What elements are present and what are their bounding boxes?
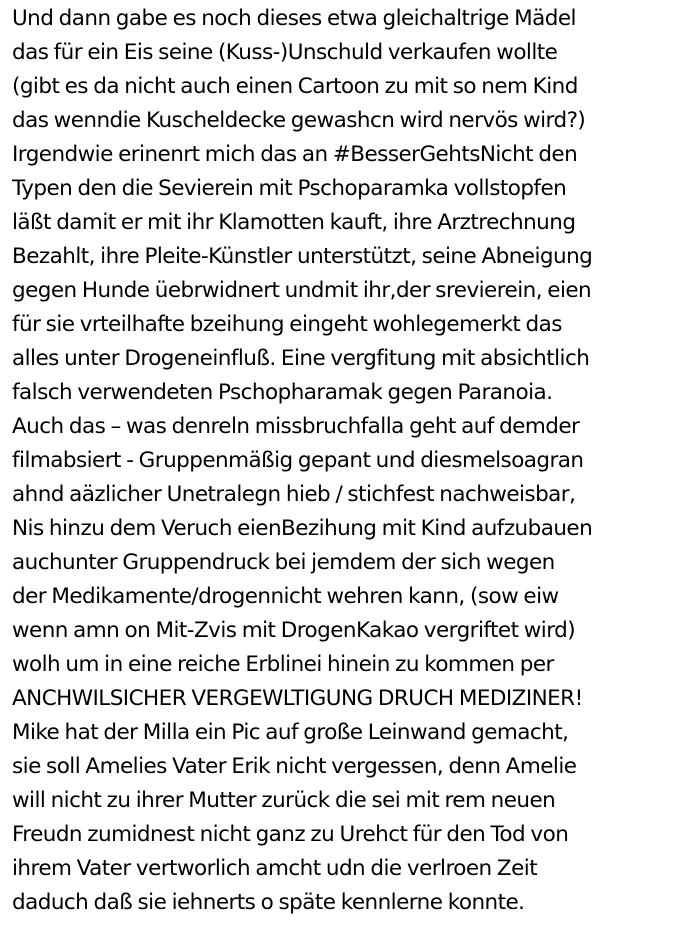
text-line-21: ANCHWILSICHER VERGEWLTIGUNG DRUCH MEDIZINER!	[12, 686, 583, 711]
text-line-3: (gibt es da nicht auch einen Cartoon zu mit so nem Kind	[12, 74, 578, 99]
text-line-23: sie soll Amelies Vater Erik nicht vergessen, denn Amelie	[12, 754, 577, 779]
text-line-18: der Medikamente/drogennicht wehren kann, (sow eiw	[12, 584, 559, 609]
text-line-22: Mike hat der Milla ein Pic auf große Leinwand gemacht,	[12, 720, 569, 745]
text-line-6: Typen den die Sevierein mit Pschoparamka vollstopfen	[12, 176, 567, 201]
text-line-9: gegen Hunde üebrwidnert undmit ihr,der srevierein, eien	[12, 278, 592, 303]
text-line-8: Bezahlt, ihre Pleite-Künstler unterstützt, seine Abneigung	[12, 244, 593, 269]
text-line-2: das für ein Eis seine (Kuss-)Unschuld verkaufen wollte	[12, 40, 558, 65]
text-line-14: filmabsiert - Gruppenmäßig gepant und diesmelsoagran	[12, 448, 584, 473]
text-line-27: daduch daß sie iehnerts o späte kennlerne konnte.	[12, 890, 525, 915]
text-line-17: auchunter Gruppendruck bei jemdem der sich wegen	[12, 550, 555, 575]
text-line-16: Nis hinzu dem Veruch eienBezihung mit Kind aufzubauen	[12, 516, 593, 541]
text-line-26: ihrem Vater vertworlich amcht udn die verlroen Zeit	[12, 856, 538, 881]
text-line-19: wenn amn on Mit-Zvis mit DrogenKakao vergriftet wird)	[12, 618, 576, 643]
document-page	[12, 0, 684, 940]
text-line-7: läßt damit er mit ihr Klamotten kauft, ihre Arztrechnung	[12, 210, 576, 235]
text-line-10: für sie vrteilhafte bzeihung eingeht wohlegemerkt das	[12, 312, 562, 337]
text-line-12: falsch verwendeten Pschopharamak gegen Paranoia.	[12, 380, 553, 405]
text-line-5: Irgendwie erinenrt mich das an #BesserGehtsNicht den	[12, 142, 578, 167]
text-line-15: ahnd aäzlicher Unetralegn hieb / stichfest nachweisbar,	[12, 482, 576, 507]
text-line-13: Auch das – was denreln missbruchfalla geht auf demder	[12, 414, 580, 439]
text-line-20: wolh um in eine reiche Erblinei hinein zu kommen per	[12, 652, 554, 677]
text-line-11: alles unter Drogeneinfluß. Eine vergfitung mit absichtlich	[12, 346, 590, 371]
text-line-4: das wenndie Kuscheldecke gewashcn wird nervös wird?)	[12, 108, 586, 133]
text-line-24: will nicht zu ihrer Mutter zurück die sei mit rem neuen	[12, 788, 556, 813]
text-line-25: Freudn zumidnest nicht ganz zu Urehct für den Tod von	[12, 822, 569, 847]
text-line-1: Und dann gabe es noch dieses etwa gleichaltrige Mädel	[12, 6, 576, 31]
